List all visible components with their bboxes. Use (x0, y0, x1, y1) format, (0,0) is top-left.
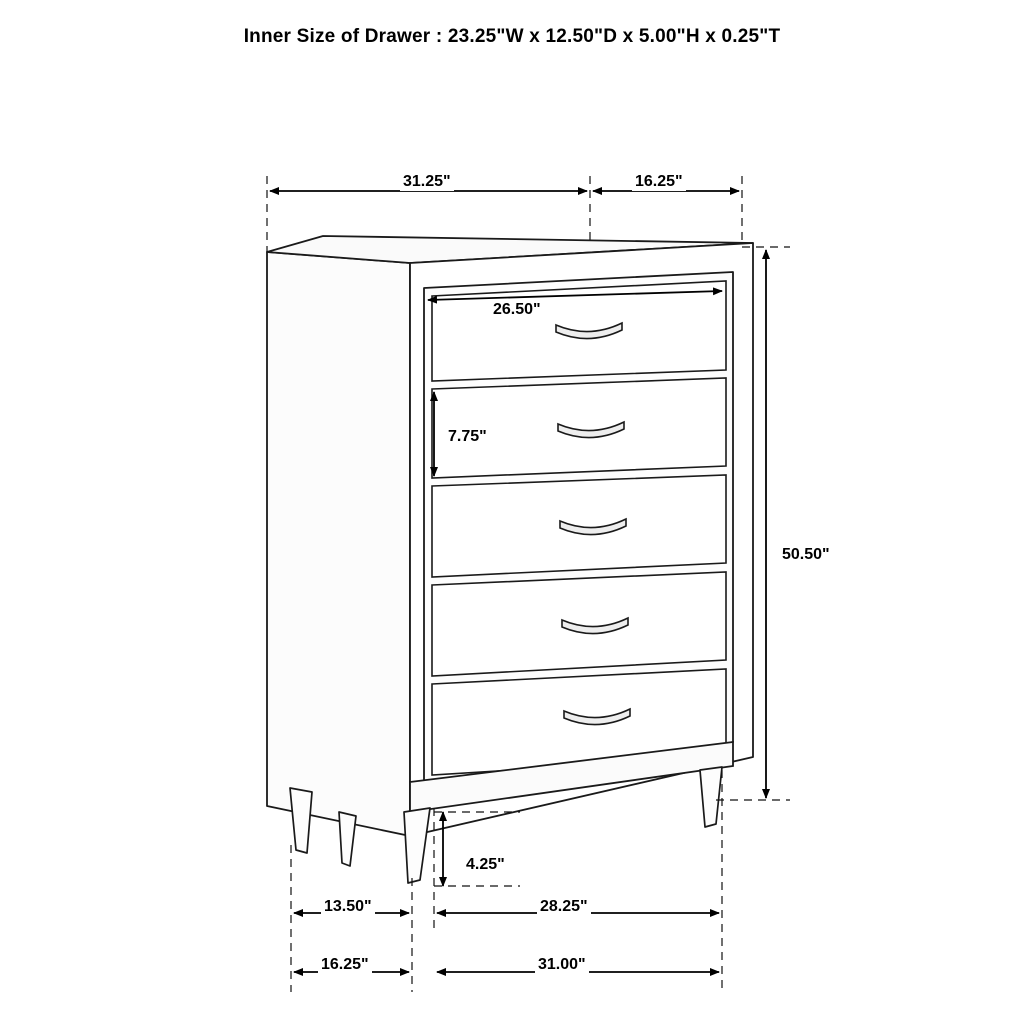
leg-rear-inner (339, 812, 356, 866)
label-base-width: 28.25" (537, 898, 591, 916)
drawer-face-4 (432, 572, 726, 676)
leg-back-left (290, 788, 312, 853)
label-top-width-front: 31.25" (400, 173, 454, 191)
label-drawer-inner-width: 26.50" (490, 301, 544, 319)
label-footprint-width: 31.00" (535, 956, 589, 974)
label-top-width-side: 16.25" (632, 173, 686, 191)
label-overall-height: 50.50" (779, 546, 833, 564)
label-drawer-face-height: 7.75" (445, 428, 490, 446)
label-base-depth: 13.50" (321, 898, 375, 916)
label-footprint-depth: 16.25" (318, 956, 372, 974)
leg-front-right (700, 767, 722, 827)
label-leg-height: 4.25" (463, 856, 508, 874)
leg-front-left (404, 808, 430, 883)
page-title: Inner Size of Drawer : 23.25"W x 12.50"D x 5.00"H x 0.25"T (243, 26, 781, 47)
